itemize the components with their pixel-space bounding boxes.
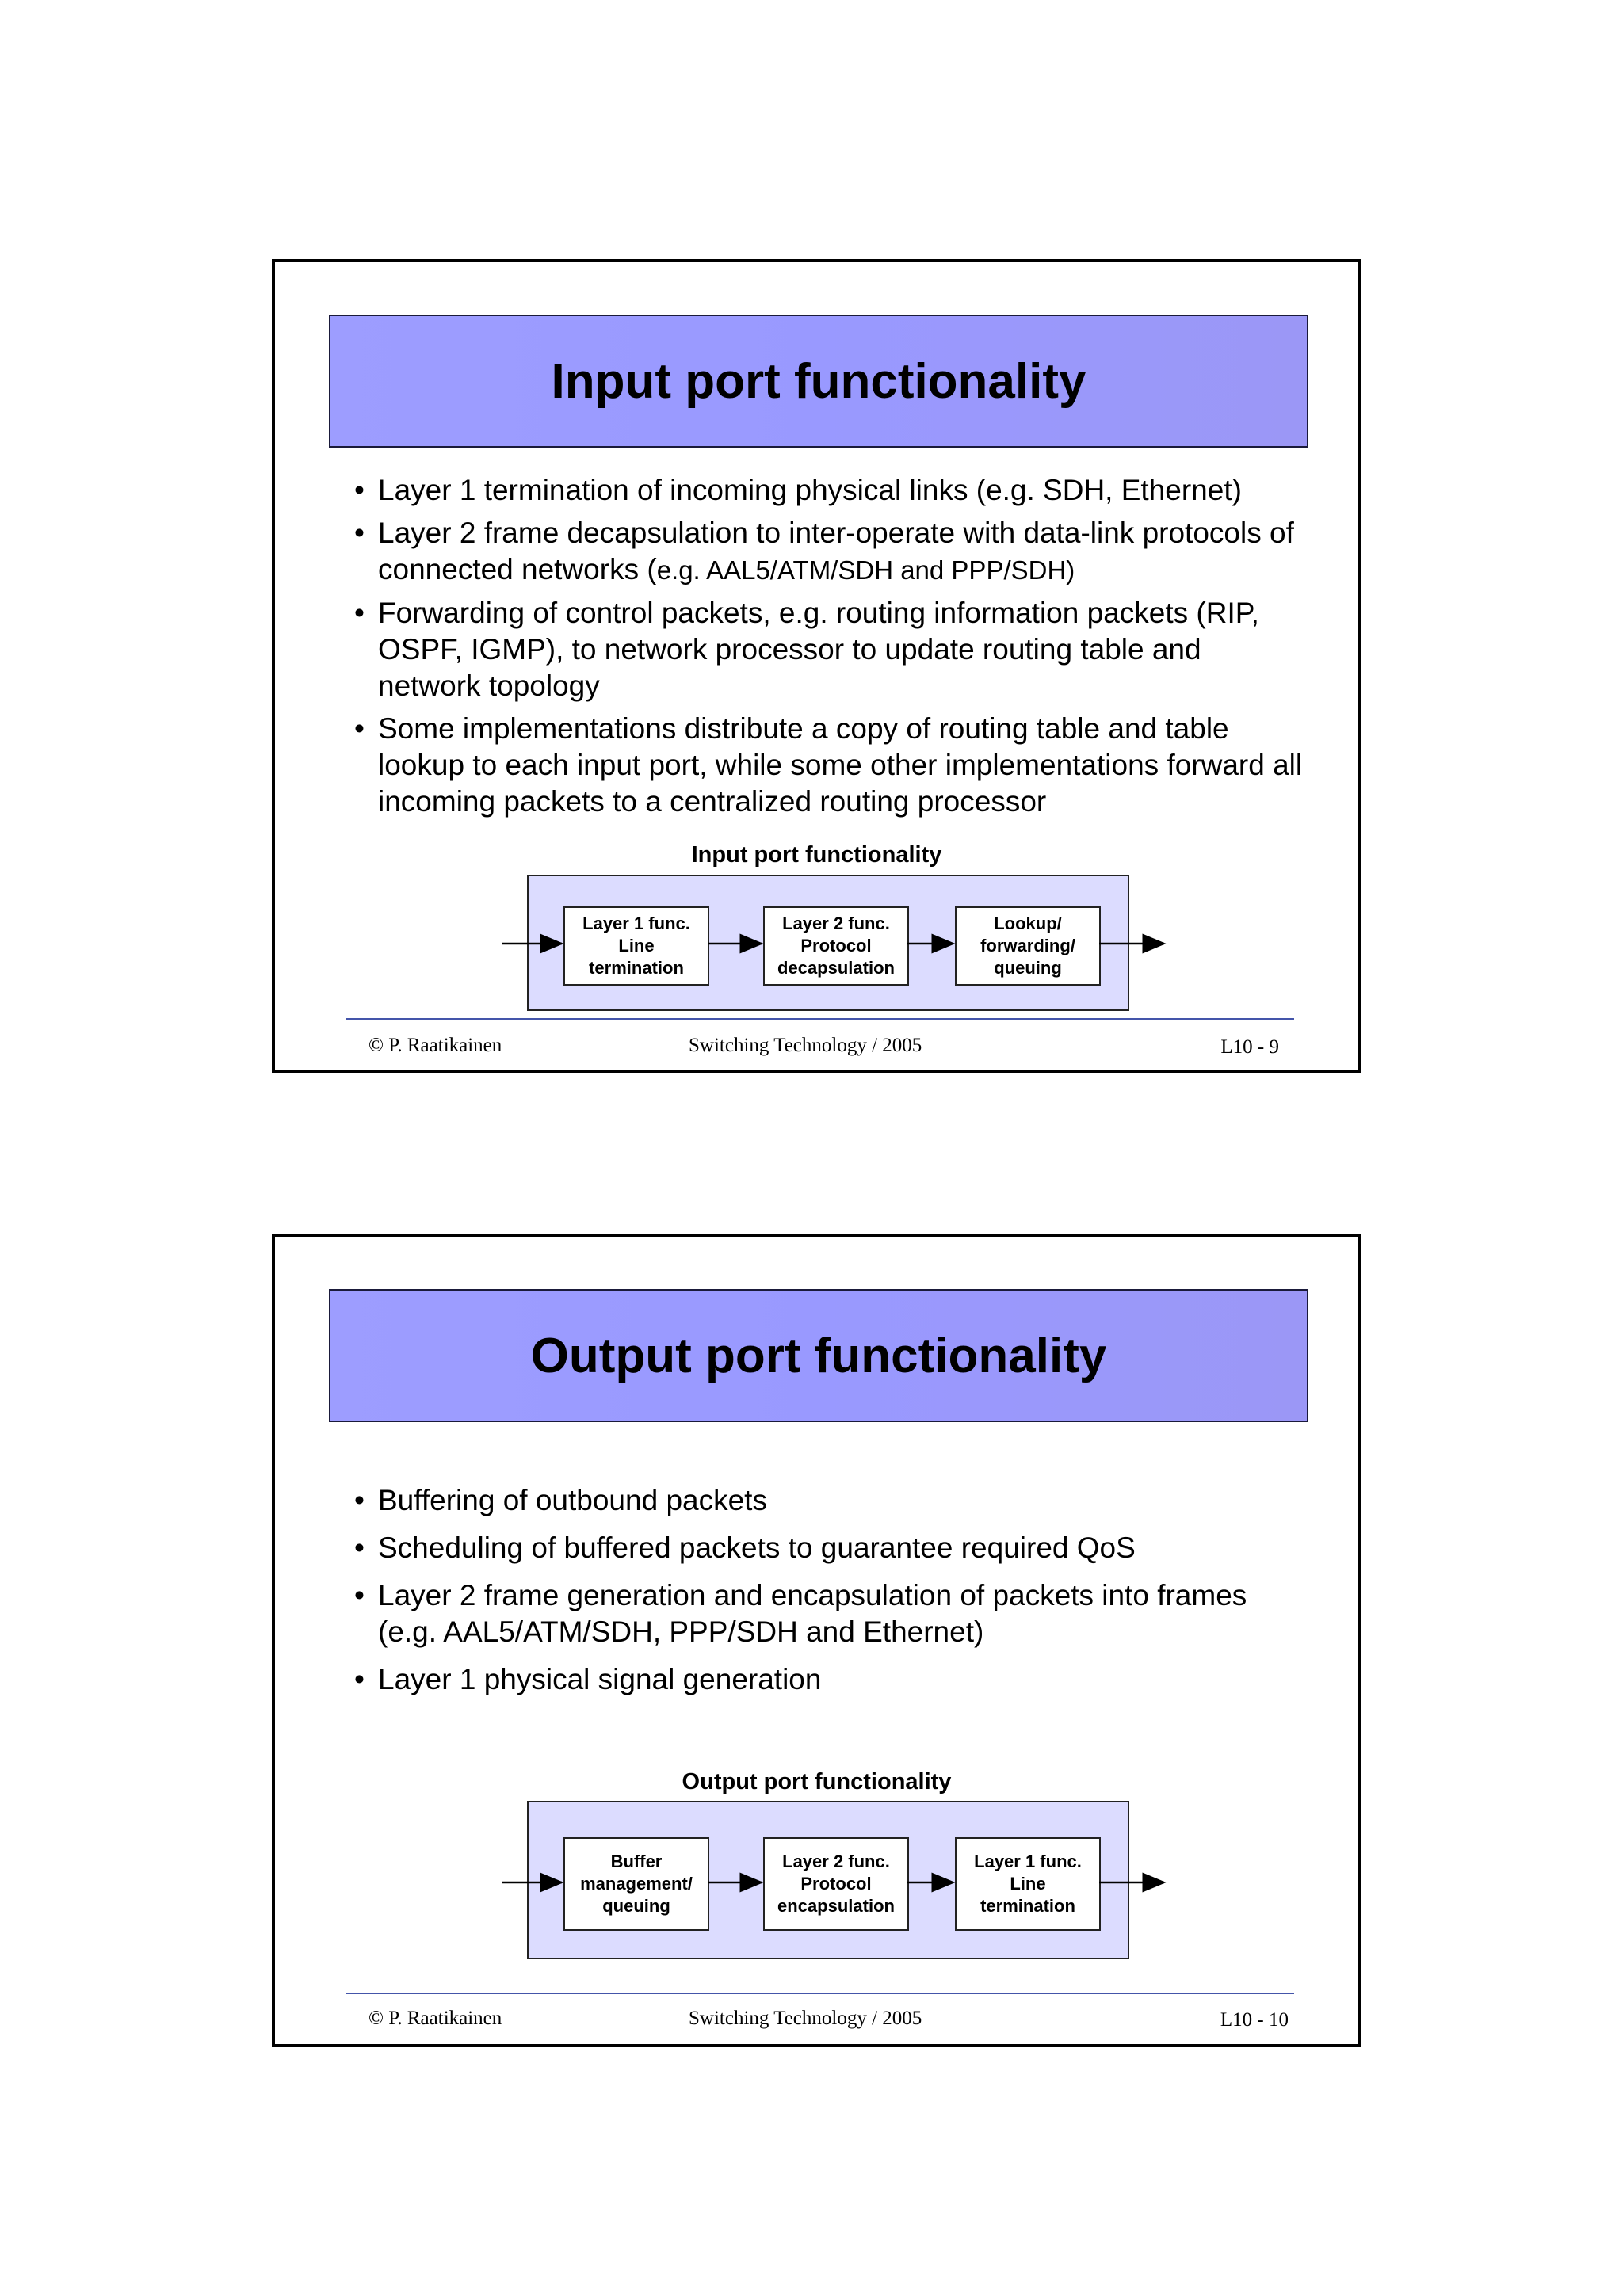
footer-course: Switching Technology / 2005 <box>689 1035 922 1056</box>
footer-page-number: L10 - 10 <box>1220 2009 1289 2031</box>
slide-title: Input port functionality <box>551 353 1086 409</box>
diagram-title: Input port functionality <box>691 842 942 868</box>
box-line: Layer 1 func. <box>582 913 690 933</box>
footer-page-number: L10 - 9 <box>1220 1036 1279 1058</box>
diagram-arrows <box>275 262 1365 1076</box>
box-line: termination <box>980 1896 1075 1916</box>
diagram-title: Output port functionality <box>682 1769 952 1794</box>
bullet-text: Buffering of outbound packets <box>378 1484 767 1516</box>
box-line: Line <box>618 936 655 955</box>
box-line: queuing <box>994 958 1062 978</box>
bullet-text: Some implementations distribute a copy of routing table and table lookup to each input port, while some other implementations forward all incoming packets to a centralized routing processor <box>378 712 1303 818</box>
box-line: termination <box>589 958 684 978</box>
box-line: Lookup/ <box>994 913 1062 933</box>
box-line: Buffer <box>610 1852 663 1871</box>
box-line: management/ <box>580 1874 693 1894</box>
box-line: Layer 1 func. <box>974 1852 1082 1871</box>
box-line: Layer 2 func. <box>782 913 890 933</box>
bullet-text: Scheduling of buffered packets to guarantee required QoS <box>378 1531 1136 1564</box>
bullet-text: Forwarding of control packets, e.g. routing information packets (RIP, OSPF, IGMP), to network processor to update routing table and network topology <box>378 597 1259 702</box>
footer-course: Switching Technology / 2005 <box>689 2008 922 2029</box>
diagram-arrows <box>275 1237 1365 2050</box>
footer-author: © P. Raatikainen <box>369 1035 502 1056</box>
slide-output-port <box>272 1234 1361 2047</box>
box-line: Layer 2 func. <box>782 1852 890 1871</box>
box-line: decapsulation <box>777 958 895 978</box>
box-line: encapsulation <box>777 1896 895 1916</box>
slide-input-port <box>272 259 1361 1073</box>
footer-divider <box>346 1018 1294 1020</box>
footer-divider <box>346 1993 1294 1994</box>
box-line: Protocol <box>800 936 872 955</box>
box-line: queuing <box>602 1896 670 1916</box>
footer-author: © P. Raatikainen <box>369 2008 502 2029</box>
box-line: Line <box>1010 1874 1046 1894</box>
bullet-text: Layer 1 physical signal generation <box>378 1663 822 1695</box>
box-line: Protocol <box>800 1874 872 1894</box>
slide-title: Output port functionality <box>530 1328 1107 1383</box>
bullet-text: Layer 2 frame decapsulation to inter-operate with data-link protocols of connected networks ( <box>378 517 1294 585</box>
bullet-text: Layer 1 termination of incoming physical links (e.g. SDH, Ethernet) <box>378 474 1242 506</box>
bullet-text-small: e.g. AAL5/ATM/SDH and PPP/SDH) <box>656 555 1075 585</box>
bullet-text: Layer 2 frame generation and encapsulation of packets into frames (e.g. AAL5/ATM/SDH, PPP/SDH and Ethernet) <box>378 1579 1247 1648</box>
box-line: forwarding/ <box>980 936 1075 955</box>
